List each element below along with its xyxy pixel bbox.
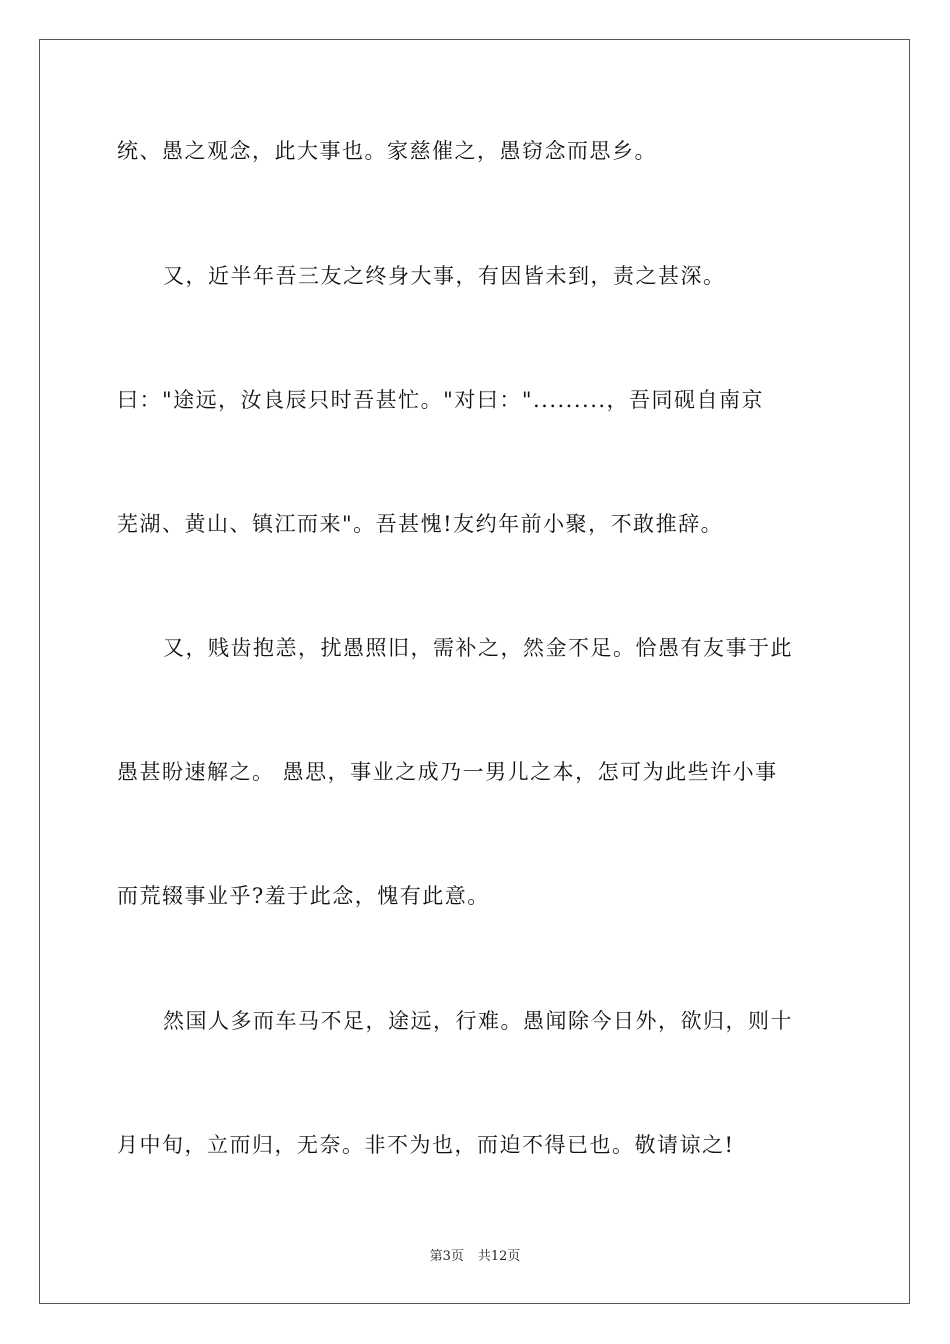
body-text-line: 芜湖、黄山、镇江而来"。吾甚愧!友约年前小聚，不敢推辞。 [117, 512, 724, 536]
page-total: 共12页 [477, 1249, 521, 1264]
body-text-line: 又，近半年吾三友之终身大事，有因皆未到，责之甚深。 [163, 264, 726, 288]
body-text-line: 然国人多而车马不足，途远，行难。愚闻除今日外，欲归，则十 [163, 1009, 793, 1033]
page-footer [0, 1248, 950, 1266]
body-text-line: 愚甚盼速解之。 愚思，事业之成乃一男儿之本，怎可为此些许小事 [117, 760, 778, 784]
body-text-line: 而荒辍事业乎?羞于此念，愧有此意。 [117, 884, 490, 908]
page-number: 第3页 [429, 1249, 464, 1264]
body-text-line: 曰："途远，汝良辰只时吾甚忙。"对曰：".........，吾同砚自南京 [117, 388, 765, 412]
page-border [39, 39, 910, 1304]
body-text-line: 又，贱齿抱恙，扰愚照旧，需补之，然金不足。恰愚有友事于此 [163, 636, 793, 660]
body-text-line: 月中旬，立而归，无奈。非不为也，而迫不得已也。敬请谅之! [117, 1133, 735, 1157]
body-text-line: 统、愚之观念，此大事也。家慈催之，愚窃念而思乡。 [117, 139, 657, 163]
